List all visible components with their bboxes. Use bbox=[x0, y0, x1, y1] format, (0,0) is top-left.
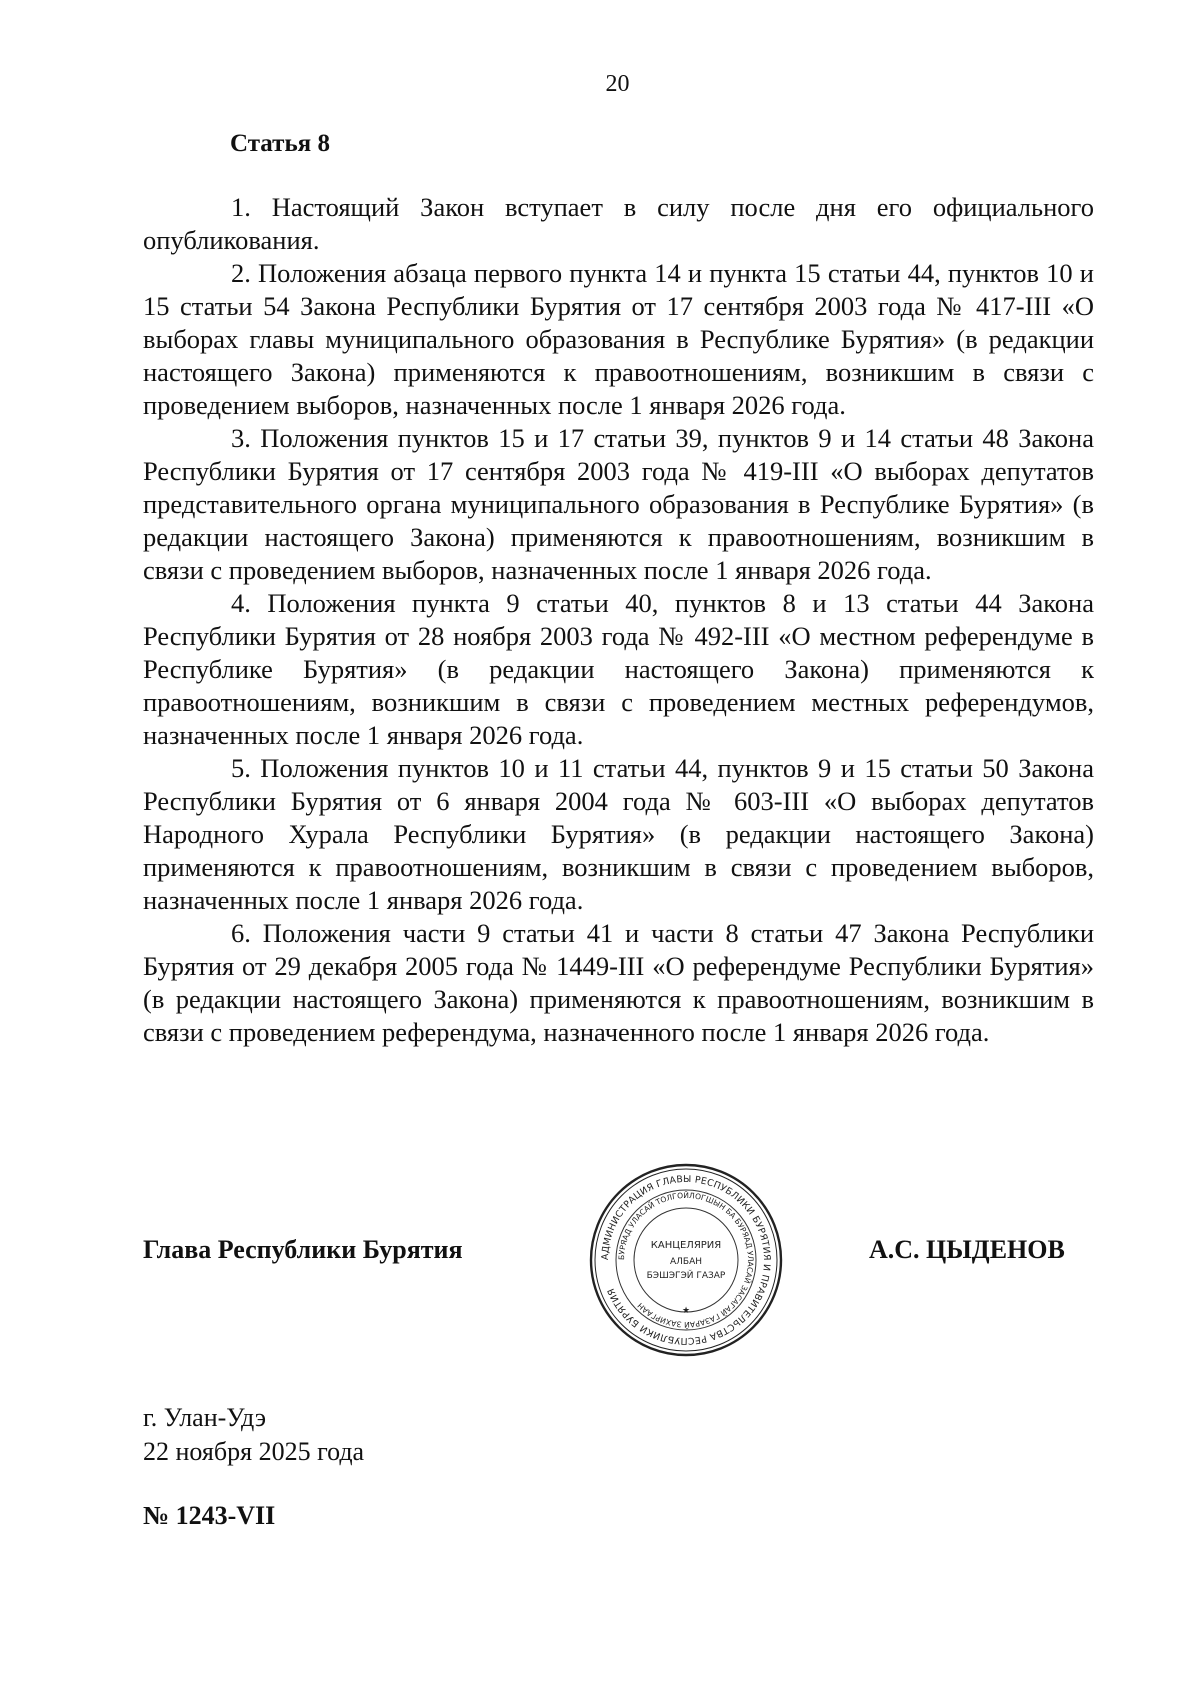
paragraph-6: 6. Положения части 9 статьи 41 и части 8 статьи 47 Закона Республики Бурятия от 29 декабря 2005 года № 1449-III «О референдуме Республики Бурятия» (в редакции настоящего Закона) применяются к правоотношениям, возникшим в связи с проведением референдума, назначенного после 1 января 2026 года. bbox=[143, 918, 1094, 1047]
paragraph-1: 1. Настоящий Закон вступает в силу после дня его официального опубликования. bbox=[143, 192, 1094, 255]
article-body bbox=[143, 191, 1094, 1049]
date: 22 ноября 2025 года bbox=[143, 1437, 365, 1466]
page-number: 20 bbox=[605, 71, 630, 97]
stamp-inner-text: БУРЯАД УЛАСАЙ ТОЛГОЙЛОГШЫН БА БУРЯАД УЛАСАЙ ЗАСАГАЙ ГАЗАРАЙ ЗАХИРГААН bbox=[616, 1190, 756, 1330]
stamp-line-3: БЭШЭГЭЙ ГАЗАР bbox=[646, 1271, 726, 1281]
signer-name: А.С. ЦЫДЕНОВ bbox=[869, 1235, 1065, 1264]
law-number: № 1243-VII bbox=[143, 1501, 276, 1530]
stamp-line-1: КАНЦЕЛЯРИЯ bbox=[650, 1240, 722, 1251]
stamp-line-2: АЛБАН bbox=[669, 1257, 703, 1267]
article-heading: Статья 8 bbox=[230, 130, 330, 157]
official-stamp bbox=[586, 1160, 786, 1360]
paragraph-3: 3. Положения пунктов 15 и 17 статьи 39, пунктов 9 и 14 статьи 48 Закона Республики Бурятия от 17 сентября 2003 года № 419-III «О выборах депутатов представительного органа муниципального образования в Республике Бурятия» (в редакции настоящего Закона) применяются к правоотношениям, возникшим в связи с проведением выборов, назначенных после 1 января 2026 года. bbox=[143, 423, 1094, 585]
paragraph-2: 2. Положения абзаца первого пункта 14 и пункта 15 статьи 44, пунктов 10 и 15 статьи 54 Закона Республики Бурятия от 17 сентября 2003 года № 417-III «О выборах главы муниципального образования в Республике Бурятия» (в редакции настоящего Закона) применяются к правоотношениям, возникшим в связи с проведением выборов, назначенных после 1 января 2026 года. bbox=[143, 258, 1094, 420]
stamp-star-icon: ★ bbox=[681, 1306, 691, 1316]
signer-title: Глава Республики Бурятия bbox=[143, 1235, 463, 1264]
stamp-outer-text: АДМИНИСТРАЦИЯ ГЛАВЫ РЕСПУБЛИКИ БУРЯТИЯ И ПРАВИТЕЛЬСТВА РЕСПУБЛИКИ БУРЯТИЯ bbox=[599, 1173, 773, 1347]
place: г. Улан-Удэ bbox=[143, 1403, 267, 1432]
paragraph-5: 5. Положения пунктов 10 и 11 статьи 44, пунктов 9 и 15 статьи 50 Закона Республики Бурятия от 6 января 2004 года № 603-III «О выборах депутатов Народного Хурала Республики Бурятия» (в редакции настоящего Закона) применяются к правоотношениям, возникшим в связи с проведением выборов, назначенных после 1 января 2026 года. bbox=[143, 753, 1094, 915]
paragraph-4: 4. Положения пункта 9 статьи 40, пунктов 8 и 13 статьи 44 Закона Республики Бурятия от 28 ноября 2003 года № 492-III «О местном референдуме в Республике Бурятия» (в редакции настоящего Закона) применяются к правоотношениям, возникшим в связи с проведением местных референдумов, назначенных после 1 января 2026 года. bbox=[143, 588, 1094, 750]
